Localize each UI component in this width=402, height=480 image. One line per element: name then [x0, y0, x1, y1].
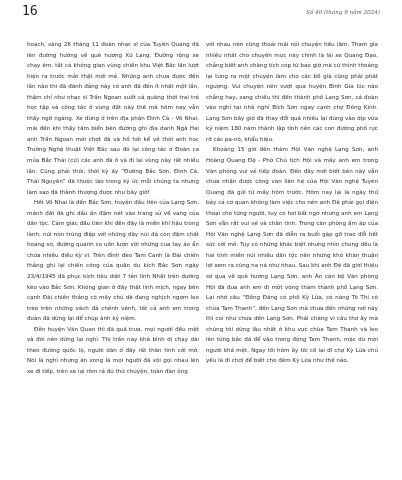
page-number: 16 — [22, 4, 38, 19]
paragraph: hoạch, sáng 26 tháng 11 đoàn nhạc sĩ của Tuyên Quang đã lên đường hướng về quê hương Xứ Lạng. Đường rộng xe chạy êm, tất cả không gian vùng chiến khu Việt Bắc lần lượt hiện ra trước mắt thật mới mẻ. Những anh chưa được đến lần nào thì đã đành đằng này có anh đã đến ít nhất một lần, thậm chí như nhạc sĩ Trần Ngoan suốt cả quãng thời trai trẻ học tập và công tác ở vùng đất này thế mà hôm nay vẫn thấy ngỡ ngàng. Xe dừng ở trên địa phận Đình Cả - Võ Nhai, mãi đến khi thấy tấm biển bên đường ghi địa danh Ngã Hai anh Trần Ngoan mới chợt đà và hồ hởi kể về thời anh học Trường Nghệ thuật Việt Bắc sau đó lại công tác ở Đoàn ca múa Bắc Thái (cũ) các anh đã ở và đi lại vùng này rất nhiều lần. Cũng phải thôi, thời kỳ ấy “Đường Bắc Sơn, Đình Cả, Thái Nguyên” đã thuộc lào trong ký ức mỗi chúng ta nhưng làm sao đã thành thượng được như bây giờ! — [27, 42, 199, 196]
left-column — [27, 40, 199, 378]
paragraph: Đến huyện Văn Quan thì đã quá trưa, mọi người đều mệt và đói nên dừng lại nghỉ. Thị trấn này khá bình dị chạy dài theo đường quốc lộ, người dân ở đây rất thân tình cởi mở. Nói là nghỉ nhưng ăn xong là mọi người đã vội gọi nhau lên xe đi tiếp, trên xe lại rôm rả đủ thứ chuyện, toàn đàn ông — [27, 326, 199, 375]
paragraph: Hết Võ Nhai là đến Bắc Sơn, huyện đầu tiên của Lạng Sơn, mảnh đất đã ghi dấu ấn đậm nét vào trang sử về vang của dân tộc. Cảm giác đầu tiên khi đến đây là miền khí hậu trong lành, núi non trùng điệp với những dãy núi đá còn đậm chất hoang sơ, đường quanh co uốn lượn với những cua tay áo ẩn chứa nhiều điều kỳ vĩ. Trên đỉnh đèo Tam Canh là Đài chiến thắng ghi lại chiến công của quân du kích Bắc Sơn ngày 23/4/1945 đã phục kích tiêu diệt 7 tên lính Nhật trên đường kéo vào Bắc Sơn. Không gian ở đây thật linh mịch, ngay bên cạnh Đài chiến thắng có mấy chủ dê đang nghịch ngợm leo trèo trên những vách đá chênh vênh, tất cả anh em trong đoàn đã dừng lại để chụp ảnh kỷ niệm. — [27, 200, 199, 323]
paragraph: với nhau nên cũng thoải mái nói chuyện tiếu lâm. Tham gia nhiều nhất cho chuyến mục này chính là lái xe Quang Đạo, chẳng biết anh chàng tích cóp từ bao giờ mà cứ thỉnh thoảng lại tung ra một chuyện làm cho các bố già cũng phải phát ngượng. Vui chuyện nên vượt qua huyện Bình Gia lúc nào chẳng hay, sang chiều thì đến thành phố Lạng Sơn, cả đoàn vào nghỉ tại nhà nghỉ Bích Sơn ngay cạnh chợ Đông Kinh. Lạng Sơn bây giờ đã thay đổi quá nhiều lại đúng vào dịp vừa kỷ niệm 180 năm thành lập tỉnh nên các con đường phố rực rỡ các pa-nô, khẩu hiệu. — [206, 42, 378, 143]
right-column — [206, 40, 378, 367]
issue-info: Số 40 (tháng 9 năm 2024) — [305, 10, 380, 16]
paragraph: Khoảng 15 giờ đến thăm Hội Văn nghệ Lạng Sơn, anh Hoàng Quang Đệ - Phó Chủ tịch Hội và mấy anh em trong Văn phòng vui vẻ tiếp đoàn. Đến đây mới biết bên này vẫn chưa nhận được công văn liên hệ của Hội Văn nghệ Tuyên Quang đã gửi từ mấy hôm trước. Hôm nay lại là ngày thứ bảy cả cơ quan không làm việc cho nên anh Đệ phải gọi điện thoại cho từng người, tuy có hơi bất ngờ nhưng anh em Lạng Sơn vẫn rất vui vẻ và chân tình. Trong căn phòng ấm áp của Hội Văn nghệ Lạng Sơn đã diễn ra buổi gặp gỡ trao đổi hết sức cởi mở. Tuy có những khác biệt nhưng nhìn chung đều là hai tỉnh miền núi nhiều dân tộc nên những khó khăn thuận lợi xem ra cũng na ná như nhau. Sau khi anh Đệ đã giới thiệu sơ qua về quê hương Lạng Sơn, anh Án cán bộ Văn phòng Hội đã đưa anh em đi một vòng thăm thành phố Lạng Sơn. Lại nhớ câu “Đồng Đăng có phố Kỳ Lừa, có nàng Tô Thị có chùa Tam Thanh”, đến Lạng Sơn mà chưa đến những nơi này thì coi như chưa đến Lạng Sơn. Phải chăng vì câu thơ ấy mà chúng tôi dừng lâu nhất ở khu vực chùa Tam Thanh và leo lên từng bậc đá để vào trong động Tam Thanh, mặc dù mọi người khá mệt. Ngay tối hôm ấy tôi cố lại đi chợ Kỳ Lừa chủ yếu là đi chơi để biết cho đêm Kỳ Lừa như thế nào. — [206, 147, 378, 365]
